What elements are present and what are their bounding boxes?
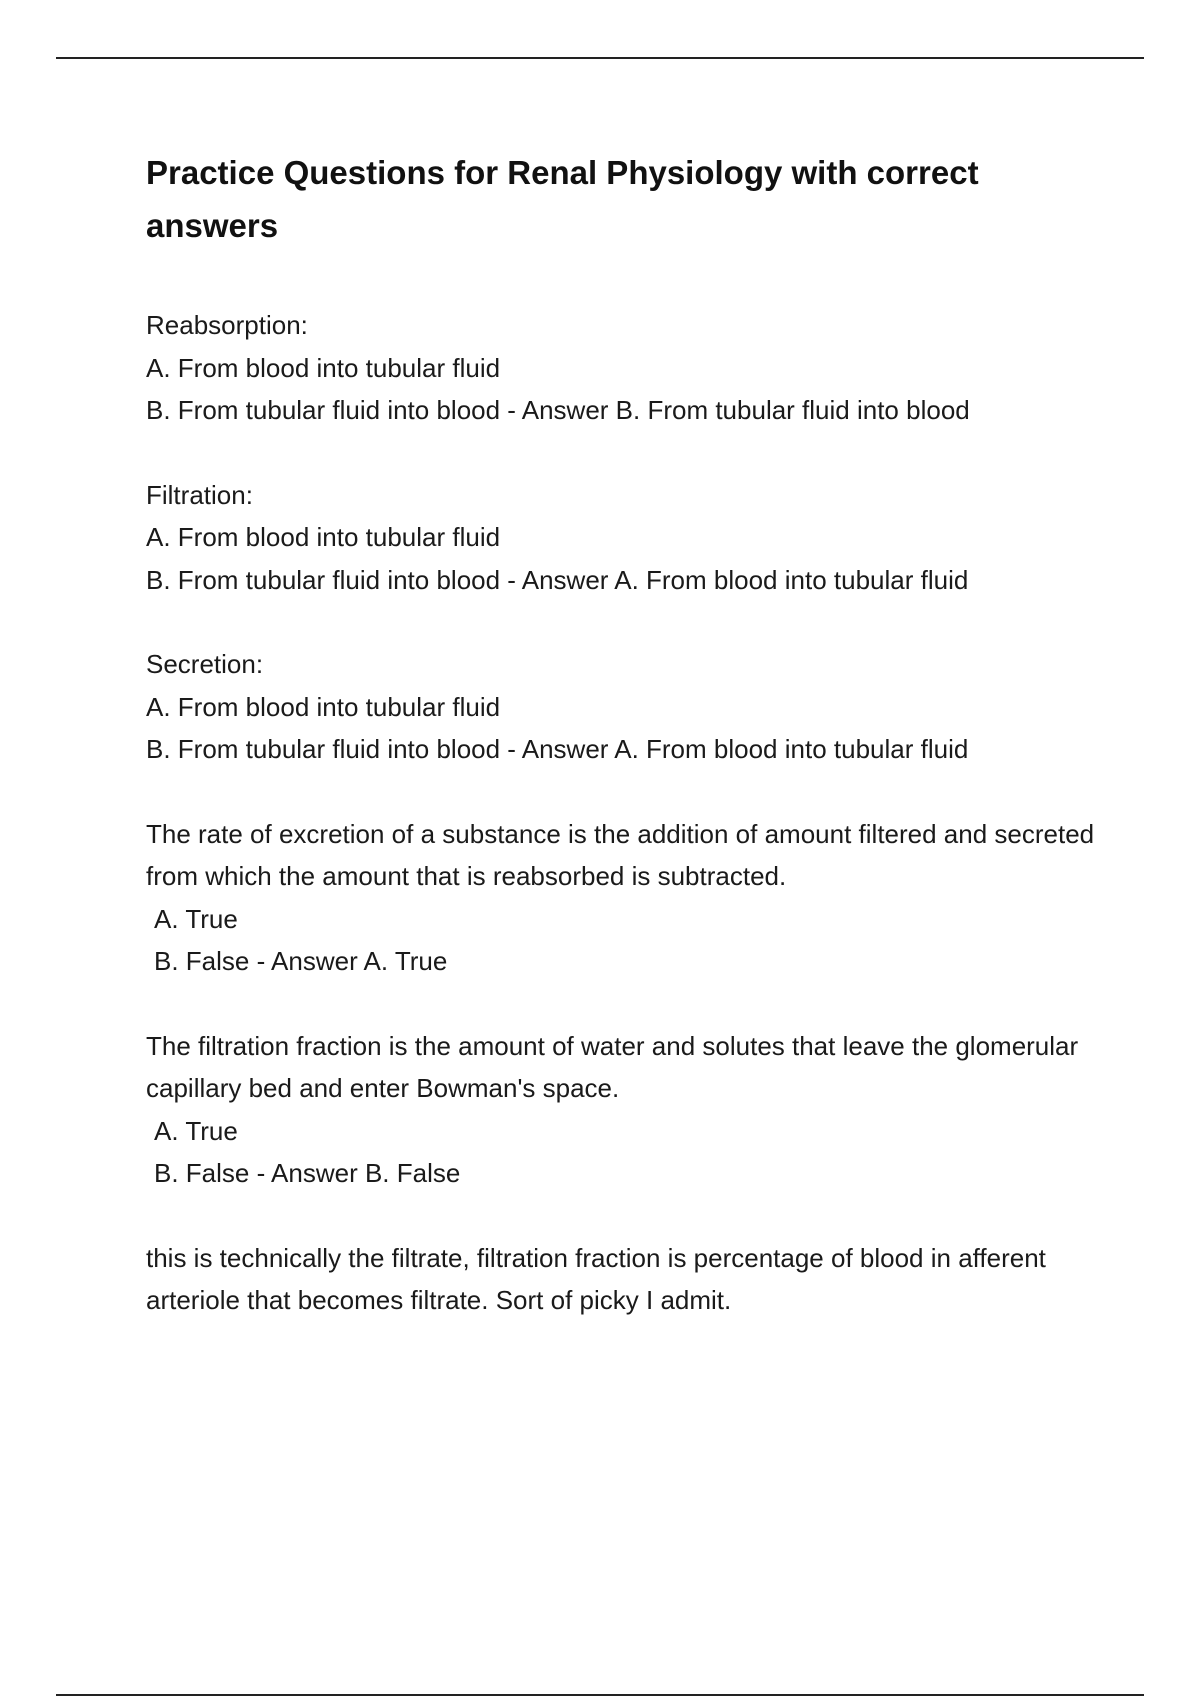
question-prompt: The rate of excretion of a substance is the addition of amount filtered and secreted from which the amount that is reabsorbed is subtracted. (146, 818, 1102, 891)
note-text: this is technically the filtrate, filtration fraction is percentage of blood in afferent arteriole that becomes filtrate. Sort of picky I admit. (146, 1242, 1054, 1315)
option-b-answer: B. False - Answer B. False (154, 1158, 461, 1188)
footer-rule (56, 1694, 1144, 1696)
question-prompt: Reabsorption: (146, 310, 308, 340)
question-filtration-fraction (146, 1025, 1096, 1195)
question-reabsorption (146, 304, 1096, 432)
question-excretion-rate (146, 813, 1102, 983)
question-secretion (146, 643, 1096, 771)
explanation-note (146, 1237, 1096, 1322)
option-a: A. From blood into tubular fluid (146, 522, 501, 552)
option-b-answer: B. From tubular fluid into blood - Answer A. From blood into tubular fluid (146, 734, 969, 764)
option-a: A. True (154, 1115, 238, 1146)
page-title: Practice Questions for Renal Physiology with correct answers (146, 154, 979, 244)
option-a: A. From blood into tubular fluid (146, 691, 501, 722)
option-b-answer: B. From tubular fluid into blood - Answer B. From tubular fluid into blood (146, 395, 970, 425)
question-prompt: Filtration: (146, 479, 253, 510)
document-body (146, 146, 1102, 1364)
option-a: A. From blood into tubular fluid (146, 352, 501, 383)
option-b-answer: B. From tubular fluid into blood - Answer A. From blood into tubular fluid (146, 564, 969, 595)
option-b-answer: B. False - Answer A. True (154, 946, 448, 976)
question-filtration (146, 474, 1096, 602)
option-a: A. True (154, 903, 238, 934)
question-prompt: The filtration fraction is the amount of water and solutes that leave the glomerular capillary bed and enter Bowman's space. (146, 1030, 1086, 1103)
header-rule (56, 57, 1144, 59)
question-prompt: Secretion: (146, 649, 264, 679)
